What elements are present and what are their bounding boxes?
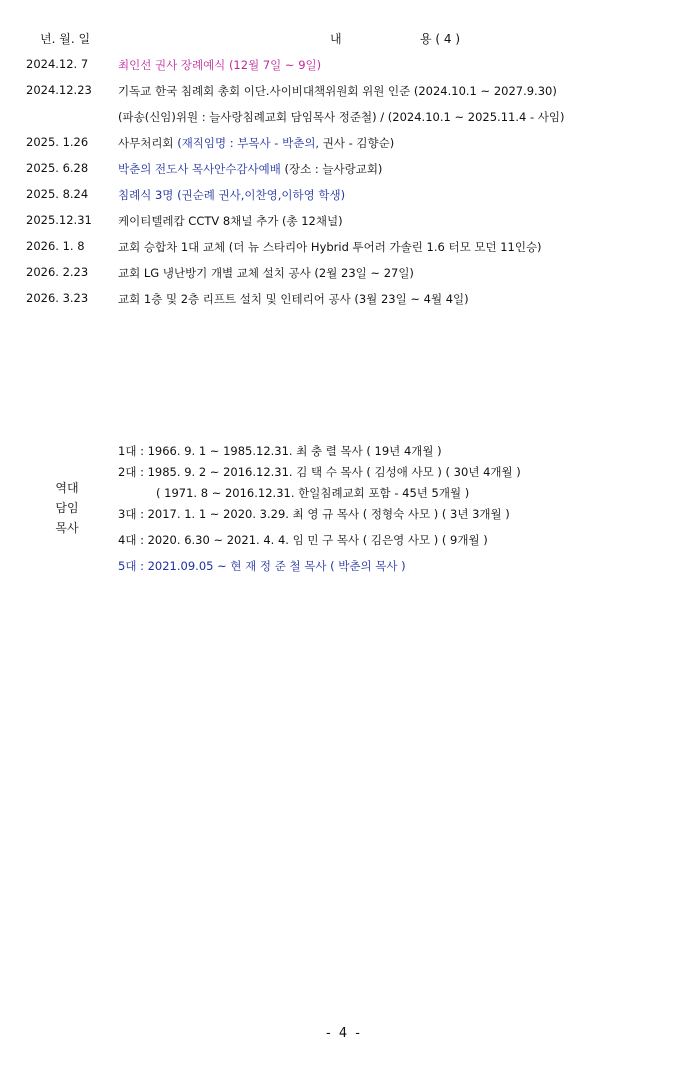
event-text-segment: 사무처리회	[118, 136, 178, 150]
event-row	[0, 109, 688, 131]
event-description	[118, 213, 343, 229]
event-description	[118, 239, 542, 255]
pastors-label-line: 목사	[55, 521, 79, 535]
event-text-segment: 기독교 한국 침례회 총회 이단.사이비대책위원회 위원 인준 (2024.10.1 ~ 2027.9.30)	[118, 84, 557, 98]
event-text-segment: (파송(신임)위원 : 늘사랑침례교회 담임목사 정준철) / (2024.10.1 ~ 2025.11.4 - 사임)	[118, 110, 565, 124]
event-row	[0, 57, 688, 79]
event-text-segment: 박춘의 전도사 목사안수감사예배	[118, 162, 281, 176]
event-text-segment: 교회 LG 냉난방기 개별 교체 설치 공사 (2월 23일 ~ 27일)	[118, 266, 414, 280]
pastor-entry: 5대 : 2021.09.05 ~ 현 재 정 준 철 목사 ( 박춘의 목사 )	[118, 559, 406, 573]
header-content-suffix: 용 ( 4 )	[420, 32, 461, 46]
event-date: 2026. 2.23	[26, 265, 89, 279]
event-description	[118, 109, 564, 125]
event-text-segment: 권사 - 김향순)	[319, 136, 395, 150]
event-description	[118, 135, 394, 151]
pastors-label-line: 역대	[55, 481, 79, 495]
event-row	[0, 161, 688, 183]
event-row	[0, 187, 688, 209]
pastor-entry: 4대 : 2020. 6.30 ~ 2021. 4. 4. 임 민 구 목사 ( 김은영 사모 ) ( 9개월 )	[118, 533, 488, 547]
pastors-label	[50, 478, 84, 538]
event-row	[0, 265, 688, 287]
event-text-segment: (재직임명 : 부목사 - 박춘의,	[177, 136, 320, 150]
pastor-entry: 1대 : 1966. 9. 1 ~ 1985.12.31. 최 충 렬 목사 ( 19년 4개월 )	[118, 444, 442, 458]
event-description	[118, 57, 321, 73]
event-description	[118, 161, 382, 177]
event-text-segment: 침례식 3명 (권순례 권사,이찬영,이하영 학생)	[118, 188, 346, 202]
event-description	[118, 83, 557, 99]
page-number: - 4 -	[326, 1026, 362, 1041]
header-content-column: 내	[330, 32, 342, 46]
pastors-label-line: 담임	[55, 501, 79, 515]
event-text-segment: 교회 승합차 1대 교체 (더 뉴 스타리아 Hybrid 투어러 가솔린 1.6 터모 모던 11인승)	[118, 240, 542, 254]
event-row	[0, 213, 688, 235]
header-date-column: 년. 월. 일	[40, 32, 91, 46]
event-row	[0, 135, 688, 157]
event-text-segment: (장소 : 늘사랑교회)	[280, 162, 383, 176]
event-description	[118, 291, 469, 307]
event-row	[0, 291, 688, 313]
event-text-segment: 최인선 권사 장례예식 (12월 7일 ~ 9일)	[118, 58, 322, 72]
event-date: 2025.12.31	[26, 213, 92, 227]
event-text-segment: 케이티텔레캅 CCTV 8채널 추가 (총 12채널)	[118, 214, 343, 228]
event-row	[0, 239, 688, 261]
event-date: 2025. 8.24	[26, 187, 89, 201]
event-date: 2026. 3.23	[26, 291, 89, 305]
pastor-entry: 2대 : 1985. 9. 2 ~ 2016.12.31. 김 택 수 목사 ( 김성애 사모 ) ( 30년 4개월 )	[118, 465, 521, 479]
event-description	[118, 265, 414, 281]
event-row	[0, 83, 688, 105]
event-date: 2026. 1. 8	[26, 239, 85, 253]
pastor-entry: 3대 : 2017. 1. 1 ~ 2020. 3.29. 최 영 규 목사 ( 정형숙 사모 ) ( 3년 3개월 )	[118, 507, 510, 521]
event-date: 2025. 6.28	[26, 161, 89, 175]
event-text-segment: 교회 1층 및 2층 리프트 설치 및 인테리어 공사 (3월 23일 ~ 4월 4일)	[118, 292, 469, 306]
event-date: 2024.12. 7	[26, 57, 89, 71]
event-date: 2025. 1.26	[26, 135, 89, 149]
event-description	[118, 187, 345, 203]
pastor-entry: ( 1971. 8 ~ 2016.12.31. 한일침례교회 포함 - 45년 5개월 )	[156, 486, 470, 500]
event-date: 2024.12.23	[26, 83, 92, 97]
